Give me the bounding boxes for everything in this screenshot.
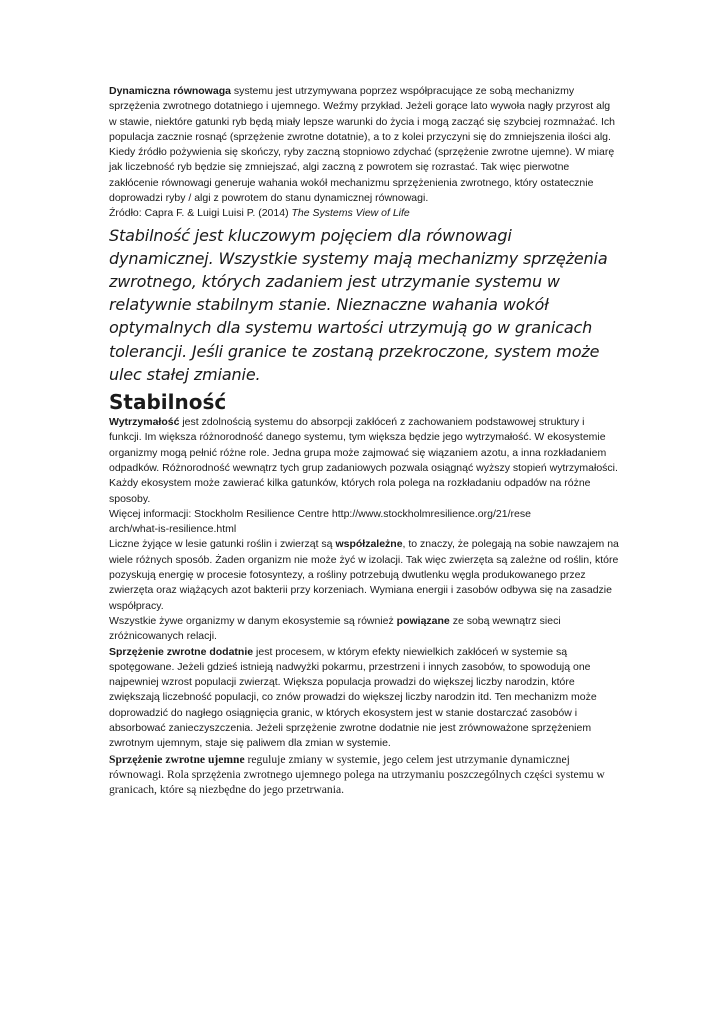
resilience-term: Wytrzymałość — [109, 416, 180, 429]
connected-after: ze sobą wewnątrz sieci zróżnicowanych relacji. — [109, 614, 561, 643]
more-info-text-1: Więcej informacji: Stockholm Resilience Centre http://www.stockholmresilience.org/21/rese — [109, 507, 531, 520]
more-info-line — [109, 507, 620, 538]
source-title: The Systems View of Life — [291, 207, 410, 220]
negative-feedback-text: reguluje zmiany w systemie, jego celem jest utrzymanie dynamicznej równowagi. Rola sprzężenia zwrotnego ujemnego polega na utrzymaniu poszczególnych części systemu w granicach, które są niezbędne do jego przetrwania. — [109, 752, 605, 797]
negative-feedback-term: Sprzężenie zwrotne ujemne — [109, 752, 245, 766]
connected-term: powiązane — [396, 614, 450, 627]
interdependent-before: Liczne żyjące w lesie gatunki roślin i zwierząt są — [109, 538, 336, 551]
stability-quote: Stabilność jest kluczowym pojęciem dla równowagi dynamicznej. Wszystkie systemy mają mechanizmy sprzężenia zwrotnego, których zadaniem jest utrzymanie systemu w relatywnie stabilnym stanie. Nieznaczne wahania wokół optymalnych dla systemu wartości utrzymują go w granicach tolerancji. Jeśli granice te zostaną przekroczone, system może ulec stałej zmianie. — [109, 225, 608, 384]
more-info-text-2: arch/what-is-resilience.html — [109, 523, 237, 536]
positive-feedback-term: Sprzężenie zwrotne dodatnie — [109, 645, 254, 658]
resilience-text: jest zdolnością systemu do absorpcji zakłóceń z zachowaniem podstawowej struktury i funkcji. Im większa różnorodność danego systemu, tym większa będzie jego wytrzymałość. W ekosystemie organizmy mogą pełnić różne role. Jedna grupa może zajmować się wiązaniem azotu, a inna rozkładaniem odpadków. Różnorodność wewnątrz tych grup zadaniowych pozwala osiągnąć wyższy stopień wytrzymałości. Każdy ekosystem może zawierać kilka gatunków, których rola polega na rozkładaniu odpadów na różne sposoby. — [109, 416, 618, 505]
positive-feedback-text: jest procesem, w którym efekty niewielkich zakłóceń w systemie są spotęgowane. Jeżeli gdzieś istnieją nadwyżki pokarmu, przestrzeni i innych zasobów, to spowodują one najpewniej wzrost populacji zwierząt. Większa populacja prowadzi do większej liczby narodzin, które zwiększają liczebność populacji, co znów prowadzi do większej liczby narodzin itd. Ten mechanizm może doprowadzić do nagłego osiągnięcia granic, w których ekosystem jest w stanie dostarczać zasobów i absorbować zanieczyszczenia. Jeżeli sprzężenie zwrotne dodatnie nie jest zrównoważone sprzężeniem zwrotnym ujemnym, staje się paliwem dla zmian w systemie. — [109, 645, 597, 750]
interdependent-term: współzależne — [335, 538, 403, 551]
interdependent-paragraph — [109, 537, 620, 613]
section-heading-stability: Stabilność — [109, 390, 227, 415]
source-citation — [109, 206, 620, 221]
intro-paragraph — [109, 84, 620, 206]
intro-term: Dynamiczna równowaga — [109, 85, 231, 97]
source-text: Źródło: Capra F. & Luigi Luisi P. (2014) — [109, 207, 292, 220]
resilience-paragraph — [109, 415, 620, 507]
positive-feedback-paragraph — [109, 645, 620, 752]
interdependent-after: , to znaczy, że polegają na sobie nawzajem na wiele różnych sposób. Żaden organizm nie może żyć w izolacji. Tak więc zwierzęta są zależne od roślin, które pozyskują energię w procesie fotosyntezy, a rośliny potrzebują dwutlenku węgla produkowanego przez zwierzęta oraz wiążących azot bakterii przy korzeniach. Wymiana energii i zasobów odbywa się na zasadzie współpracy. — [109, 538, 619, 612]
intro-text: systemu jest utrzymywana poprzez współpracujące ze sobą mechanizmy sprzężenia zwrotnego dotatniego i ujemnego. Weźmy przykład. Jeżeli gorące lato wywoła nagły przyrost alg w stawie, niektóre gatunki ryb będą miały lepsze warunki do życia i mogą zacząć się szybciej rozmnażać. Ich populacja zacznie rosnąć (sprzężenie zwrotne dotatnie), a to z kolei przyczyni się do zmniejszenia ilości alg. Kiedy źródło pożywienia się skończy, ryby zaczną stopniowo zdychać (sprzężenie zwrotne ujemne). W miarę jak liczebność ryb będzie się zmniejszać, algi zaczną z powrotem się rozrastać. Tak więc pierwotne zakłócenie równowagi generuje wahania wokół mechanizmu sprzężenienia zwrotnego, który ostatecznie doprowadzi ryby / algi z powrotem do stanu dynamicznej równowagi. — [109, 85, 615, 205]
connected-paragraph — [109, 614, 620, 645]
connected-before: Wszystkie żywe organizmy w danym ekosystemie są również — [109, 614, 397, 627]
negative-feedback-paragraph — [109, 752, 620, 798]
